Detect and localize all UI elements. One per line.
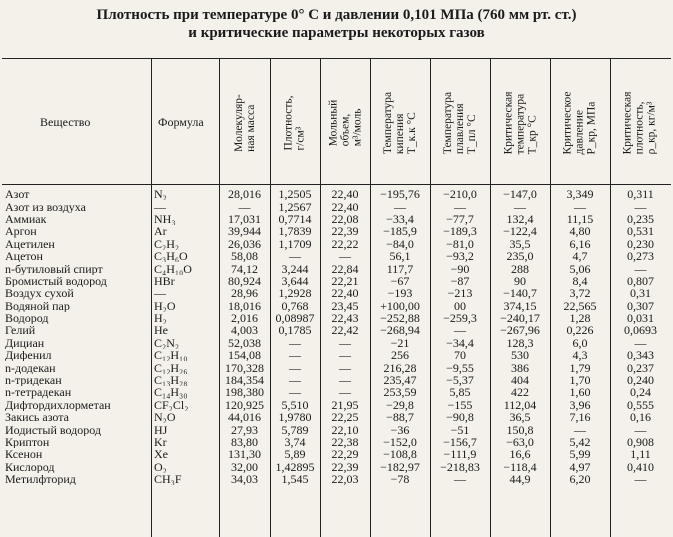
cell-rcrit: 0,16	[630, 411, 651, 424]
cell-tcrit: 235,0	[506, 249, 534, 263]
cell-tcrit: 530	[511, 349, 529, 362]
cell-tcrit: 112,04	[503, 398, 537, 412]
cell-density: 1,2567	[278, 200, 312, 213]
cell-volume: 22,42	[331, 324, 359, 337]
cell-name: Азот из воздуха	[5, 200, 86, 213]
table-row	[2, 213, 671, 225]
cell-rcrit: —	[634, 336, 647, 350]
cell-volume: —	[339, 249, 351, 263]
cell-pcrit: 4,3	[572, 349, 588, 362]
cell-rcrit: 1,11	[630, 448, 651, 461]
cell-mass: 44,016	[228, 411, 261, 424]
cell-density: —	[289, 349, 301, 362]
header-crit-density: Критическая плотность, ρ_кр, кг/м³	[621, 91, 657, 155]
cell-tcrit: 35,5	[509, 237, 531, 250]
table-row	[2, 386, 671, 398]
cell-mass: 34,03	[231, 472, 258, 486]
cell-rcrit: —	[634, 262, 647, 275]
cell-density: 1,2505	[278, 188, 312, 201]
cell-tcrit: 386	[511, 361, 529, 374]
cell-rcrit: 0,235	[627, 212, 654, 226]
cell-density: —	[289, 386, 301, 399]
cell-density: 1,9780	[278, 411, 312, 424]
cell-density: 5,510	[281, 398, 309, 412]
cell-pcrit: 5,99	[569, 448, 591, 461]
cell-boil: −195,76	[380, 188, 420, 201]
cell-volume: —	[339, 336, 351, 350]
cell-name: Водяной пар	[5, 299, 70, 312]
table-row	[2, 250, 671, 262]
cell-pcrit: 1,70	[569, 373, 591, 387]
cell-volume: 22,84	[331, 262, 359, 275]
cell-boil: 216,28	[383, 361, 417, 374]
cell-formula: C₁₃H₂₈	[154, 373, 188, 387]
cell-melt: −218,83	[440, 460, 480, 473]
cell-melt: −156,7	[443, 435, 477, 449]
table-row	[2, 287, 671, 299]
cell-tcrit: 404	[511, 373, 529, 387]
cell-rcrit: 0,24	[630, 386, 651, 399]
cell-pcrit: 4,80	[569, 225, 591, 238]
cell-boil: 253,59	[383, 386, 417, 399]
cell-formula: H₂O	[154, 299, 176, 312]
cell-volume: 22,21	[331, 274, 359, 288]
cell-tcrit: −240,17	[500, 311, 540, 325]
cell-boil: −182,97	[380, 460, 420, 473]
cell-formula: Xe	[154, 448, 168, 461]
cell-volume: 22,10	[331, 423, 359, 436]
cell-pcrit: 22,565	[563, 299, 597, 312]
cell-rcrit: 0,343	[627, 349, 654, 362]
table-row	[2, 225, 671, 237]
cell-tcrit: —	[514, 200, 526, 213]
cell-mass: 198,380	[225, 386, 264, 399]
cell-pcrit: 3,96	[569, 398, 591, 412]
cell-melt: −259,3	[443, 311, 477, 325]
cell-tcrit: 150,8	[506, 423, 534, 436]
table-row	[2, 349, 671, 361]
cell-formula: N₂	[154, 188, 167, 201]
cell-formula: C₁₂H₁₀	[154, 349, 188, 362]
header-density: Плотность, г/см³	[283, 95, 308, 151]
header-crit-pressure: Критическое давление P_кр, МПа	[562, 91, 598, 155]
cell-tcrit: 128,3	[506, 336, 534, 350]
cell-volume: 23,45	[331, 299, 359, 312]
cell-name: Водород	[5, 311, 49, 325]
header-melt-temp: Температура плавления T_пл °C	[442, 91, 479, 155]
cell-melt: −189,3	[443, 225, 477, 238]
cell-pcrit: 4,97	[569, 460, 591, 473]
cell-boil: −84,0	[386, 237, 414, 250]
cell-pcrit: —	[574, 423, 586, 436]
cell-formula: Kr	[154, 435, 167, 449]
cell-rcrit: —	[634, 472, 647, 486]
cell-rcrit: 0,531	[627, 225, 654, 238]
cell-name: n-додекан	[5, 361, 56, 374]
cell-pcrit: 8,4	[572, 274, 588, 288]
cell-volume: —	[339, 373, 351, 387]
cell-density: 0,08987	[275, 311, 315, 325]
cell-formula: O₂	[154, 460, 167, 473]
cell-volume: 22,43	[331, 311, 359, 325]
cell-formula: C₃H₆O	[154, 249, 188, 263]
cell-rcrit: 0,410	[627, 460, 654, 473]
cell-rcrit: 0,031	[627, 311, 654, 325]
cell-volume: 22,40	[331, 200, 359, 213]
cell-density: 1,7839	[278, 225, 312, 238]
cell-melt: −77,7	[446, 212, 474, 226]
cell-tcrit: −267,96	[500, 324, 540, 337]
table-row	[2, 436, 671, 448]
cell-density: 3,74	[284, 435, 306, 449]
cell-volume: 21,95	[331, 398, 359, 412]
cell-rcrit: 0,807	[627, 274, 654, 288]
cell-name: Аммиак	[5, 212, 47, 226]
cell-volume: 22,22	[331, 237, 359, 250]
table-row	[2, 262, 671, 274]
cell-formula: CH₃F	[154, 472, 182, 486]
cell-pcrit: —	[574, 200, 586, 213]
cell-name: Азот	[5, 188, 30, 201]
cell-formula: C₁₄H₃₀	[154, 386, 188, 399]
cell-formula: HBr	[154, 274, 175, 288]
cell-name: Ксенон	[5, 448, 43, 461]
table-row	[2, 312, 671, 324]
cell-mass: 17,031	[228, 212, 261, 226]
cell-rcrit: —	[634, 200, 647, 213]
cell-volume: 22,40	[331, 188, 359, 201]
cell-name: Кислород	[5, 460, 55, 473]
cell-density: —	[289, 373, 301, 387]
table-row	[2, 300, 671, 312]
cell-melt: −90,8	[446, 411, 474, 424]
cell-mass: 80,924	[228, 274, 261, 288]
table-row	[2, 361, 671, 373]
cell-melt: −9,55	[446, 361, 474, 374]
cell-formula: NH₃	[154, 212, 176, 226]
cell-mass: 83,80	[231, 435, 258, 449]
cell-name: Ацетилен	[5, 237, 55, 250]
cell-pcrit: 1,79	[569, 361, 591, 374]
cell-melt: 00	[454, 299, 466, 312]
cell-tcrit: −63,0	[506, 435, 534, 449]
table-row	[2, 473, 671, 485]
cell-density: —	[289, 336, 301, 350]
cell-rcrit: 0,31	[630, 287, 651, 300]
cell-boil: 235,47	[383, 373, 417, 387]
table-row	[2, 448, 671, 460]
cell-name: Воздух сухой	[5, 287, 74, 300]
cell-formula: Ar	[154, 225, 167, 238]
cell-boil: −36	[390, 423, 410, 436]
table-row	[2, 374, 671, 386]
cell-tcrit: −147,0	[503, 188, 537, 201]
cell-rcrit: 0,307	[627, 299, 654, 312]
cell-rcrit: 0,237	[627, 361, 654, 374]
cell-pcrit: 0,226	[566, 324, 594, 337]
cell-density: 0,768	[281, 299, 309, 312]
cell-melt: 70	[454, 349, 466, 362]
cell-rcrit: 0,230	[627, 237, 654, 250]
header-bottom-rule	[2, 184, 671, 185]
cell-boil: −108,8	[383, 448, 417, 461]
cell-name: n-тридекан	[5, 373, 62, 387]
cell-melt: —	[454, 472, 466, 486]
cell-pcrit: 7,16	[569, 411, 591, 424]
cell-tcrit: 44,9	[509, 472, 531, 486]
cell-tcrit: −122,4	[503, 225, 537, 238]
cell-volume: 22,08	[331, 212, 359, 226]
cell-melt: −111,9	[443, 448, 477, 461]
header-crit-temp: Критическая температура T_кр °C	[502, 91, 538, 155]
cell-rcrit: 0,240	[627, 373, 654, 387]
cell-pcrit: 3,72	[569, 287, 591, 300]
cell-boil: 56,1	[389, 249, 411, 263]
cell-mass: 58,08	[231, 249, 258, 263]
cell-name: Аргон	[5, 225, 37, 238]
cell-mass: 28,96	[231, 287, 258, 300]
cell-mass: 184,354	[225, 373, 264, 387]
cell-mass: 154,08	[228, 349, 261, 362]
cell-formula: —	[154, 200, 166, 213]
cell-pcrit: 5,42	[569, 435, 591, 449]
cell-melt: 5,85	[449, 386, 471, 399]
cell-boil: −67	[390, 274, 410, 288]
cell-tcrit: −118,4	[503, 460, 537, 473]
cell-density: 3,244	[281, 262, 309, 275]
cell-rcrit: 0,0693	[624, 324, 657, 337]
cell-volume: 22,38	[331, 435, 359, 449]
cell-mass: 39,944	[228, 225, 261, 238]
header-mol-volume: Мольный объем, м³/моль	[327, 99, 363, 147]
cell-density: 3,644	[281, 274, 309, 288]
cell-boil: −252,88	[380, 311, 420, 325]
cell-melt: −81,0	[446, 237, 474, 250]
cell-name: Бромистый водород	[5, 274, 107, 288]
cell-pcrit: 4,7	[572, 249, 588, 263]
cell-mass: 120,925	[225, 398, 264, 412]
cell-melt: —	[454, 200, 466, 213]
cell-mass: 27,93	[231, 423, 258, 436]
cell-rcrit: 0,555	[627, 398, 654, 412]
cell-rcrit: 0,908	[627, 435, 654, 449]
cell-density: 0,1785	[278, 324, 312, 337]
cell-tcrit: 90	[514, 274, 526, 288]
cell-density: 1,1709	[278, 237, 312, 250]
cell-volume: 22,29	[331, 448, 359, 461]
cell-pcrit: 6,0	[572, 336, 588, 350]
table-row	[2, 275, 671, 287]
cell-density: 5,789	[281, 423, 309, 436]
cell-boil: −88,7	[386, 411, 414, 424]
table-row	[2, 461, 671, 473]
cell-formula: —	[154, 287, 166, 300]
cell-formula: C₄H₁₀O	[154, 262, 192, 275]
cell-formula: HJ	[154, 423, 168, 436]
cell-boil: −193	[387, 287, 413, 300]
gas-properties-table	[2, 188, 671, 485]
cell-melt: −155	[447, 398, 473, 412]
cell-volume: 22,25	[331, 411, 359, 424]
cell-formula: He	[154, 324, 168, 337]
cell-rcrit: —	[634, 423, 647, 436]
cell-formula: C₂H₂	[154, 237, 180, 250]
cell-boil: +100,00	[380, 299, 420, 312]
cell-mass: 170,328	[225, 361, 264, 374]
cell-formula: C₁₂H₂₆	[154, 361, 188, 374]
cell-volume: 22,03	[331, 472, 359, 486]
cell-name: Криптон	[5, 435, 50, 449]
cell-density: 1,2928	[278, 287, 312, 300]
header-formula: Формула	[158, 115, 204, 129]
cell-boil: —	[394, 200, 406, 213]
cell-boil: −152,0	[383, 435, 417, 449]
cell-volume: —	[339, 349, 351, 362]
table-row	[2, 200, 671, 212]
cell-formula: N₂O	[154, 411, 176, 424]
cell-tcrit: −140,7	[503, 287, 537, 300]
cell-name: Дифтордихлорметан	[5, 398, 111, 412]
cell-formula: H₂	[154, 311, 167, 325]
cell-density: 1,42895	[275, 460, 315, 473]
cell-name: n-тетрадекан	[5, 386, 72, 399]
cell-mass: 26,036	[228, 237, 261, 250]
cell-volume: —	[339, 361, 351, 374]
cell-tcrit: 422	[511, 386, 529, 399]
cell-formula: C₂N₂	[154, 336, 180, 350]
cell-tcrit: 132,4	[506, 212, 534, 226]
cell-volume: 22,39	[331, 225, 359, 238]
table-row	[2, 423, 671, 435]
cell-density: 0,7714	[278, 212, 312, 226]
cell-mass: 32,00	[231, 460, 258, 473]
cell-mass: 18,016	[228, 299, 261, 312]
cell-pcrit: 5,06	[569, 262, 591, 275]
table-row	[2, 238, 671, 250]
cell-boil: −78	[390, 472, 410, 486]
cell-boil: 117,7	[386, 262, 414, 275]
cell-name: Закись азота	[5, 411, 69, 424]
table-row	[2, 188, 671, 200]
cell-volume: —	[339, 386, 351, 399]
cell-mass: 131,30	[228, 448, 261, 461]
cell-boil: −29,8	[386, 398, 414, 412]
cell-tcrit: 288	[511, 262, 529, 275]
cell-mass: 52,038	[228, 336, 261, 350]
cell-density: —	[289, 361, 301, 374]
cell-pcrit: 6,20	[569, 472, 591, 486]
title-line-1: Плотность при температуре 0° С и давлении 0,101 МПа (760 мм рт. ст.)	[96, 7, 577, 23]
cell-pcrit: 11,15	[566, 212, 594, 226]
cell-name: Иодистый водород	[5, 423, 102, 436]
cell-melt: −5,37	[446, 373, 474, 387]
cell-density: 1,545	[281, 472, 309, 486]
cell-boil: −33,4	[386, 212, 414, 226]
header-mol-mass: Молекуляр- ная масса	[233, 94, 258, 152]
cell-melt: −87	[450, 274, 470, 288]
cell-volume: 22,39	[331, 460, 359, 473]
cell-mass: 2,016	[231, 311, 258, 325]
cell-mass: —	[238, 200, 251, 213]
cell-pcrit: 6,16	[569, 237, 591, 250]
cell-boil: 256	[391, 349, 409, 362]
cell-tcrit: 374,15	[503, 299, 537, 312]
cell-pcrit: 1,60	[569, 386, 591, 399]
cell-mass: 74,12	[231, 262, 258, 275]
cell-melt: −93,2	[446, 249, 474, 263]
cell-name: n-бутиловый спирт	[5, 262, 103, 275]
header-substance: Вещество	[40, 115, 91, 129]
cell-name: Ацетон	[5, 249, 43, 263]
cell-melt: −51	[450, 423, 470, 436]
title-line-2: и критические параметры некоторых газов	[188, 25, 485, 41]
cell-name: Дициан	[5, 336, 45, 350]
cell-boil: −268,94	[380, 324, 420, 337]
cell-volume: 22,40	[331, 287, 359, 300]
cell-name: Гелий	[5, 324, 36, 337]
cell-melt: −213	[447, 287, 473, 300]
cell-rcrit: 0,273	[627, 249, 654, 263]
cell-boil: −21	[390, 336, 410, 350]
cell-melt: −34,4	[446, 336, 474, 350]
cell-density: 5,89	[284, 448, 306, 461]
cell-melt: —	[454, 324, 466, 337]
header-top-rule	[2, 58, 671, 59]
cell-boil: −185,9	[383, 225, 417, 238]
table-row	[2, 324, 671, 336]
cell-pcrit: 1,28	[569, 311, 591, 325]
cell-name: Дифенил	[5, 349, 52, 362]
header-boil-temp: Температура кипения T_к.к °C	[382, 91, 419, 155]
cell-formula: CF₂Cl₂	[154, 398, 189, 412]
table-row	[2, 411, 671, 423]
cell-mass: 4,003	[231, 324, 258, 337]
cell-mass: 28,016	[228, 188, 261, 201]
cell-pcrit: 3,349	[566, 188, 594, 201]
cell-rcrit: 0,311	[627, 188, 654, 201]
table-title	[0, 6, 673, 42]
cell-density: —	[289, 249, 301, 263]
table-row	[2, 337, 671, 349]
table-row	[2, 399, 671, 411]
cell-melt: −90	[450, 262, 470, 275]
cell-tcrit: 16,6	[509, 448, 531, 461]
cell-tcrit: 36,5	[509, 411, 531, 424]
cell-name: Метилфторид	[5, 472, 76, 486]
cell-melt: −210,0	[443, 188, 477, 201]
